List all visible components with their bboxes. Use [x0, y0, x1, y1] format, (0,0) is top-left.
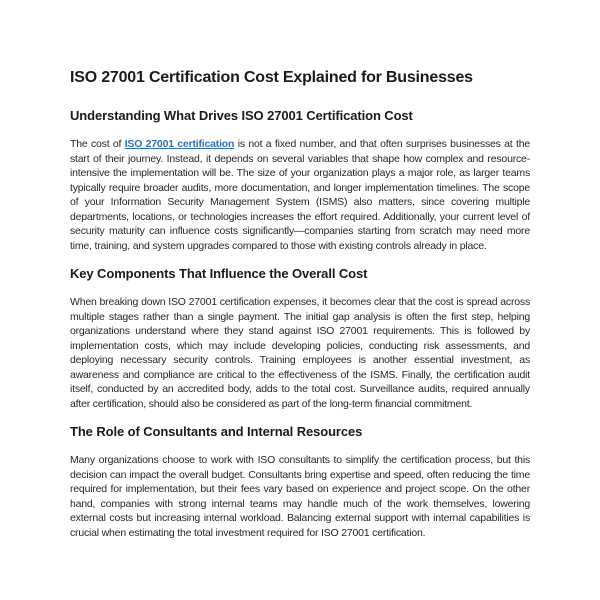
- section-heading-key-components: Key Components That Influence the Overall Cost: [70, 266, 368, 281]
- section-key-components: [70, 266, 530, 411]
- section-heading-understanding-cost: Understanding What Drives ISO 27001 Certification Cost: [70, 108, 413, 123]
- paragraph-understanding-cost: [70, 137, 530, 253]
- section-consultants-resources: [70, 424, 530, 540]
- paragraph-text-before-link: The cost of: [70, 138, 125, 150]
- document-title: ISO 27001 Certification Cost Explained for Businesses: [70, 69, 473, 86]
- section-heading-consultants-resources: The Role of Consultants and Internal Resources: [70, 424, 363, 439]
- paragraph-text-after-link: is not a fixed number, and that often surprises businesses at the start of their journey. Instead, it depends on several variables that shape how complex and resource-intensive the implementation will be. The size of your organization plays a major role, as larger teams typically require broader audits, more documentation, and longer implementation timelines. The scope of your Information Security Management System (ISMS) also matters, since covering multiple departments, locations, or technologies increases the effort required. Additionally, your current level of security maturity can influence costs significantly—companies starting from scratch may need more time, training, and system upgrades compared to those with existing controls already in place.: [70, 138, 530, 252]
- paragraph-key-components: When breaking down ISO 27001 certification expenses, it becomes clear that the cost is spread across multiple stages rather than a single payment. The initial gap analysis is often the first step, helping organizations understand where they stand against ISO 27001 requirements. This is followed by implementation costs, which may include developing policies, conducting risk assessments, and deploying necessary security controls. Training employees is another essential investment, as awareness and compliance are critical to the effectiveness of the ISMS. Finally, the certification audit itself, conducted by an accredited body, adds to the total cost. Surveillance audits, required annually after certification, should also be considered as part of the long-term financial commitment.: [70, 296, 530, 410]
- section-understanding-cost: [70, 108, 530, 253]
- iso-27001-certification-link[interactable]: ISO 27001 certification: [124, 138, 235, 150]
- paragraph-consultants-resources: Many organizations choose to work with ISO consultants to simplify the certification process, but this decision can impact the overall budget. Consultants bring expertise and speed, often reducing the time required for implementation, but their fees vary based on experience and project scope. On the other hand, companies with strong internal teams may handle much of the work themselves, lowering external costs but increasing internal workload. Balancing external support with internal capabilities is crucial when estimating the total investment required for ISO 27001 certification.: [70, 454, 530, 539]
